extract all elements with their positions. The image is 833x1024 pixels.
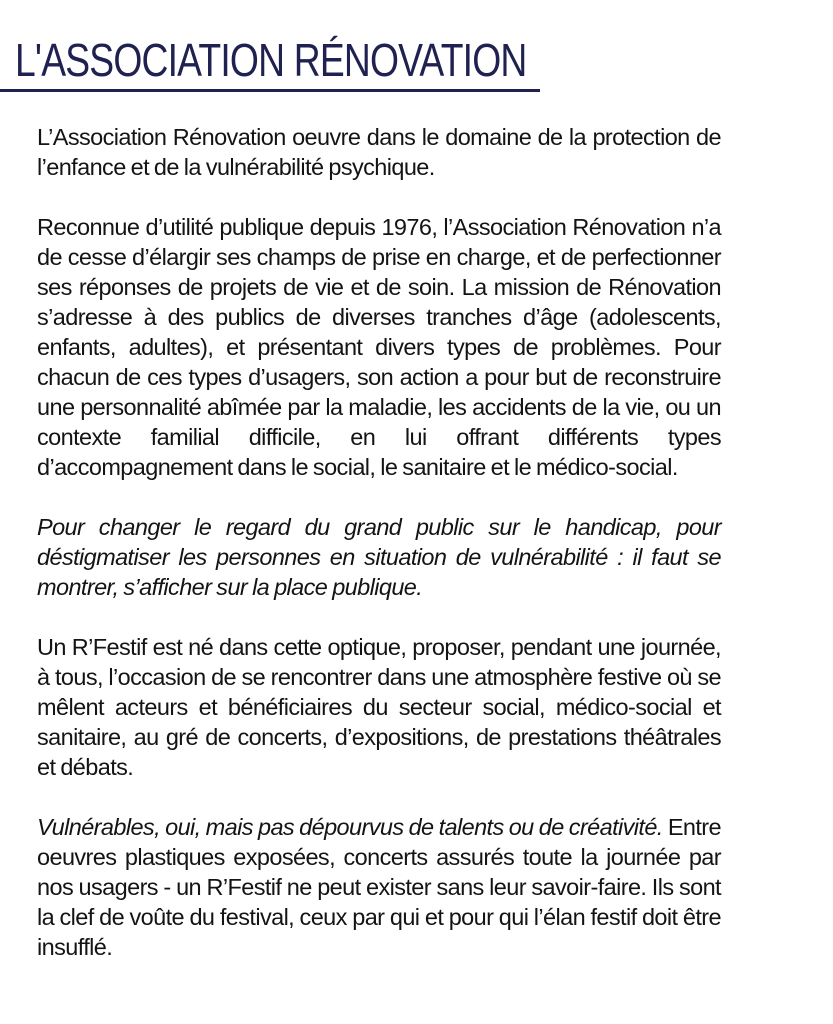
page-title: L'ASSOCIATION RÉNOVATION bbox=[15, 34, 527, 86]
paragraph-talents-emphasis: Vulnérables, oui, mais pas dépourvus de talents ou de créativité. bbox=[37, 814, 663, 840]
paragraph-rfestif: Un R’Festif est né dans cette optique, proposer, pendant une journée, à tous, l’occasion de se rencontrer dans une atmosphère festive où se mêlent acteurs et bénéficiaires du secteur social, médico-social et sanitaire, au gré de concerts, d’expositions, de prestations théâtrales et débats. bbox=[37, 634, 721, 780]
title-underline bbox=[0, 89, 540, 92]
paragraph-mission: Reconnue d’utilité publique depuis 1976, l’Association Rénovation n’a de cesse d’élargir ses champs de prise en charge, et de perfectionner ses réponses de projets de vie et de soin. La mission de Rénovation s’adresse à des publics de diverses tranches d’âge (adolescents, enfants, adultes), et présentant divers types de problèmes. Pour chacun de ces types d’usagers, son action a pour but de reconstruire une personnalité abîmée par la maladie, les accidents de la vie, ou un contexte familial difficile, en lui offrant différents types d’accompagnement dans le social, le sanitaire et le médico-social. bbox=[37, 214, 721, 480]
paragraph-talents-body: Entre oeuvres plastiques exposées, concerts assurés toute la journée par nos usagers - un R’Festif ne peut exister sans leur savoir-faire. Ils sont la clef de voûte du festival, ceux par qui et pour qui l’élan festif doit être insufflé. bbox=[37, 814, 721, 960]
article-body bbox=[37, 122, 721, 992]
paragraph-talents bbox=[37, 812, 721, 962]
paragraph-intro: L’Association Rénovation oeuvre dans le domaine de la protection de l’enfance et de la vulnérabilité psychique. bbox=[37, 124, 721, 180]
paragraph-quote: Pour changer le regard du grand public sur le handicap, pour déstigmatiser les personnes en situation de vulnérabilité : il faut se montrer, s’afficher sur la place publique. bbox=[37, 514, 721, 600]
